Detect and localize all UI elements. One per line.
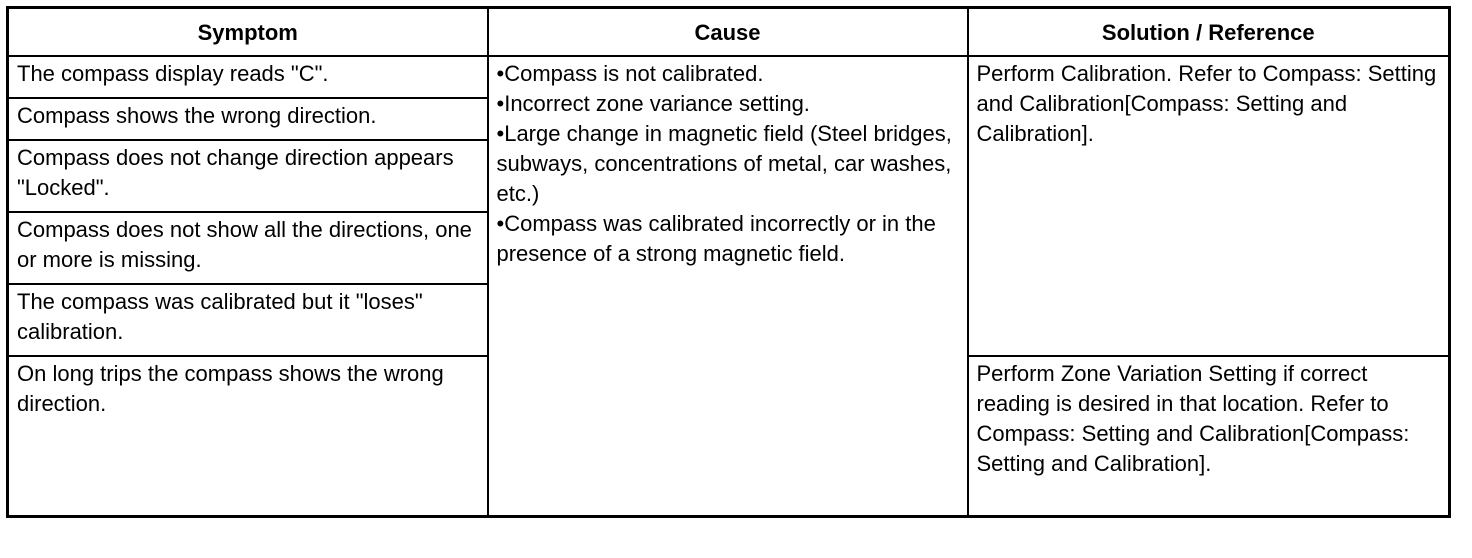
cause-item: •Large change in magnetic field (Steel bridges, subways, concentrations of metal, car washes, etc.): [496, 121, 952, 206]
cause-cell: [488, 56, 968, 516]
header-solution: Solution / Reference: [968, 8, 1450, 57]
cause-item: •Compass was calibrated incorrectly or in the presence of a strong magnetic field.: [496, 211, 936, 266]
header-cause: Cause: [488, 8, 968, 57]
solution-cell: Perform Calibration. Refer to Compass: Setting and Calibration[Compass: Setting and Calibration].: [968, 56, 1450, 356]
symptom-cell: The compass was calibrated but it "loses" calibration.: [8, 284, 488, 356]
solution-cell: Perform Zone Variation Setting if correct reading is desired in that location. Refer to Compass: Setting and Calibration[Compass: Setting and Calibration].: [968, 356, 1450, 516]
symptom-cell: The compass display reads "C".: [8, 56, 488, 98]
header-row: [8, 8, 1450, 57]
table-row: [8, 56, 1450, 98]
symptom-cell: Compass does not show all the directions, one or more is missing.: [8, 212, 488, 284]
cause-item: •Incorrect zone variance setting.: [496, 91, 810, 116]
header-symptom: Symptom: [8, 8, 488, 57]
compass-troubleshooting-table: [6, 6, 1451, 518]
cause-item: •Compass is not calibrated.: [496, 61, 764, 86]
symptom-cell: On long trips the compass shows the wrong direction.: [8, 356, 488, 516]
symptom-cell: Compass shows the wrong direction.: [8, 98, 488, 140]
symptom-cell: Compass does not change direction appears "Locked".: [8, 140, 488, 212]
troubleshooting-table-wrapper: [6, 6, 1451, 518]
